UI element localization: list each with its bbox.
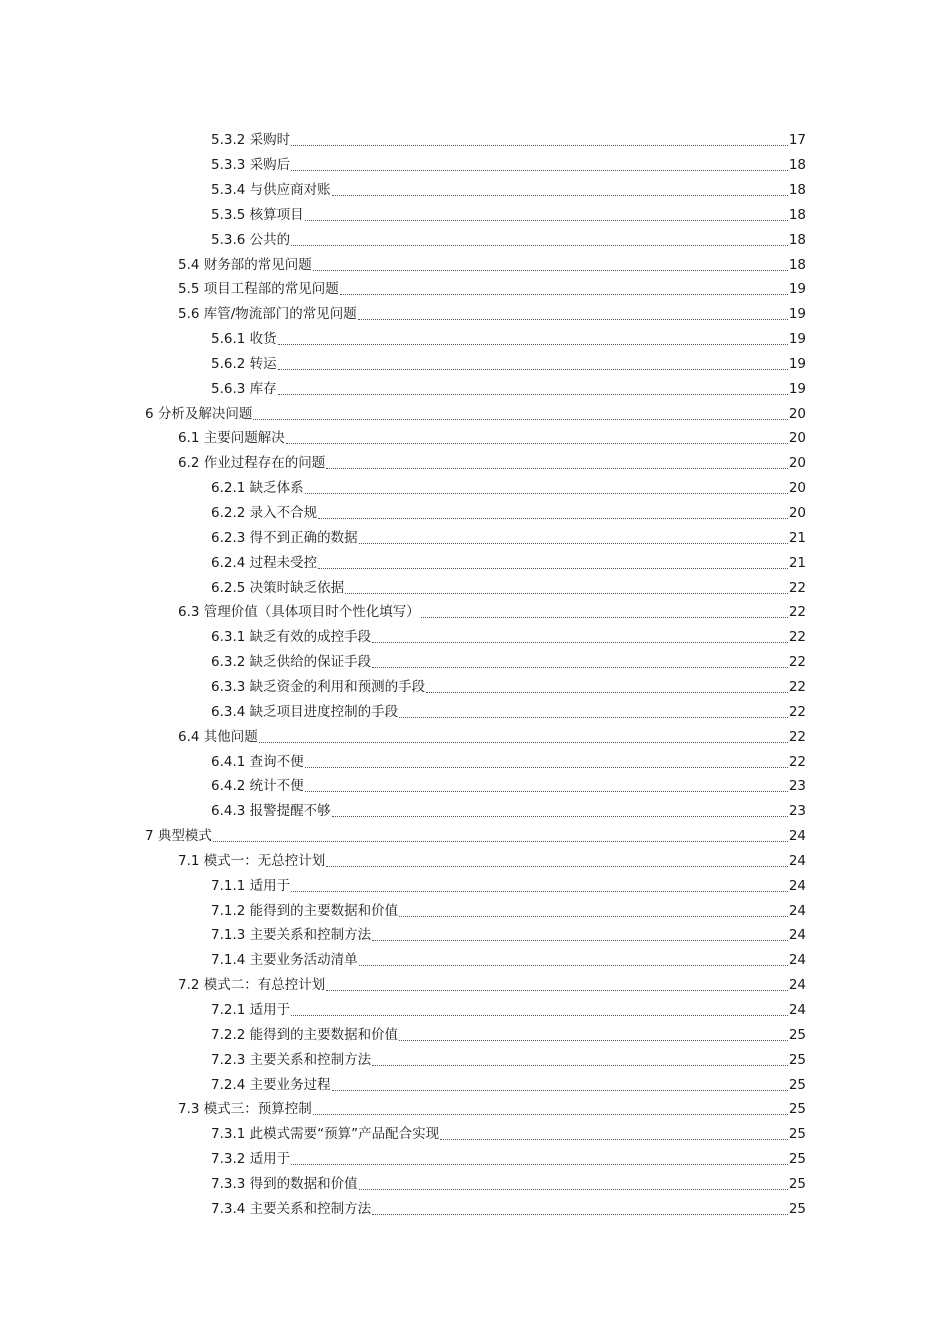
toc-entry[interactable]	[178, 298, 806, 323]
toc-entry-page-number: 22	[788, 604, 806, 621]
toc-dot-leader	[291, 158, 788, 171]
toc-entry-page-number: 24	[788, 877, 806, 894]
toc-dot-leader	[291, 1003, 788, 1016]
toc-dot-leader	[358, 307, 788, 320]
toc-dot-leader	[291, 1152, 788, 1165]
toc-entry-page-number: 23	[788, 778, 806, 795]
toc-dot-leader	[305, 208, 788, 221]
toc-entry[interactable]	[211, 572, 806, 597]
toc-entry-page-number: 18	[788, 256, 806, 273]
toc-entry[interactable]	[211, 125, 806, 150]
toc-entry-title: 5.6.3 库存	[211, 380, 277, 397]
toc-entry-title: 6.3 管理价值（具体项目时个性化填写）	[178, 604, 420, 621]
toc-entry-title: 5.6.1 收货	[211, 331, 277, 348]
toc-entry-page-number: 25	[788, 1126, 806, 1143]
toc-dot-leader	[359, 531, 788, 544]
toc-entry[interactable]	[211, 1143, 806, 1168]
toc-dot-leader	[372, 630, 788, 643]
toc-dot-leader	[278, 332, 788, 345]
toc-entry-page-number: 24	[788, 977, 806, 994]
toc-entry[interactable]	[211, 149, 806, 174]
toc-dot-leader	[278, 357, 788, 370]
toc-entry[interactable]	[211, 323, 806, 348]
toc-entry-page-number: 22	[788, 703, 806, 720]
toc-entry-title: 7.2.4 主要业务过程	[211, 1076, 331, 1093]
toc-entry[interactable]	[145, 398, 806, 423]
toc-dot-leader	[332, 183, 788, 196]
toc-dot-leader	[291, 233, 788, 246]
toc-entry-title: 6.2.2 录入不合规	[211, 505, 318, 522]
toc-entry[interactable]	[178, 721, 806, 746]
toc-entry[interactable]	[211, 199, 806, 224]
toc-entry-page-number: 25	[788, 1175, 806, 1192]
toc-entry[interactable]	[211, 622, 806, 647]
toc-entry-page-number: 20	[788, 430, 806, 447]
toc-entry[interactable]	[211, 472, 806, 497]
toc-dot-leader	[291, 133, 788, 146]
toc-entry[interactable]	[211, 1193, 806, 1218]
toc-entry-page-number: 19	[788, 355, 806, 372]
toc-entry-page-number: 19	[788, 281, 806, 298]
toc-dot-leader	[278, 382, 788, 395]
toc-entry-page-number: 22	[788, 753, 806, 770]
toc-entry-title: 7.3.3 得到的数据和价值	[211, 1175, 358, 1192]
toc-entry[interactable]	[178, 845, 806, 870]
toc-dot-leader	[359, 953, 788, 966]
toc-entry-page-number: 22	[788, 728, 806, 745]
toc-entry[interactable]	[178, 1094, 806, 1119]
toc-dot-leader	[326, 978, 788, 991]
toc-entry-page-number: 19	[788, 380, 806, 397]
toc-entry-page-number: 25	[788, 1151, 806, 1168]
toc-entry[interactable]	[211, 373, 806, 398]
toc-entry-title: 7.3.4 主要关系和控制方法	[211, 1200, 372, 1217]
toc-dot-leader	[318, 506, 788, 519]
toc-entry-title: 5.3.5 核算项目	[211, 206, 304, 223]
toc-dot-leader	[421, 605, 788, 618]
toc-entry[interactable]	[211, 945, 806, 970]
toc-entry[interactable]	[211, 795, 806, 820]
toc-entry-title: 6.4 其他问题	[178, 728, 258, 745]
toc-entry[interactable]	[178, 969, 806, 994]
toc-entry-title: 6.2 作业过程存在的问题	[178, 455, 326, 472]
toc-dot-leader	[259, 730, 788, 743]
toc-entry-page-number: 19	[788, 306, 806, 323]
toc-entry[interactable]	[211, 1168, 806, 1193]
toc-entry[interactable]	[178, 597, 806, 622]
toc-entry[interactable]	[211, 895, 806, 920]
toc-entry-page-number: 17	[788, 132, 806, 149]
toc-entry-page-number: 22	[788, 579, 806, 596]
toc-entry-title: 6 分析及解决问题	[145, 405, 253, 422]
toc-dot-leader	[305, 779, 788, 792]
toc-entry-title: 7.1.1 适用于	[211, 877, 291, 894]
toc-entry[interactable]	[211, 920, 806, 945]
toc-entry-title: 6.2.4 过程未受控	[211, 554, 318, 571]
toc-dot-leader	[372, 1053, 788, 1066]
toc-entry-title: 6.3.4 缺乏项目进度控制的手段	[211, 703, 399, 720]
toc-entry-page-number: 25	[788, 1200, 806, 1217]
toc-entry-title: 5.6.2 转运	[211, 355, 277, 372]
toc-entry-title: 5.6 库管/物流部门的常见问题	[178, 306, 357, 323]
toc-entry-page-number: 22	[788, 678, 806, 695]
toc-dot-leader	[372, 1202, 788, 1215]
toc-dot-leader	[399, 705, 788, 718]
toc-entry[interactable]	[211, 771, 806, 796]
toc-entry-page-number: 18	[788, 206, 806, 223]
toc-entry-title: 5.5 项目工程部的常见问题	[178, 281, 339, 298]
toc-entry[interactable]	[211, 870, 806, 895]
toc-entry-page-number: 24	[788, 902, 806, 919]
toc-entry[interactable]	[178, 249, 806, 274]
toc-dot-leader	[372, 655, 788, 668]
toc-dot-leader	[326, 854, 788, 867]
toc-entry-page-number: 24	[788, 1002, 806, 1019]
toc-entry-page-number: 22	[788, 654, 806, 671]
toc-entry-page-number: 20	[788, 480, 806, 497]
toc-entry-page-number: 18	[788, 181, 806, 198]
toc-entry[interactable]	[211, 1069, 806, 1094]
toc-entry-page-number: 21	[788, 554, 806, 571]
toc-dot-leader	[345, 581, 788, 594]
toc-entry-title: 6.4.3 报警提醒不够	[211, 803, 331, 820]
toc-entry[interactable]	[211, 1119, 806, 1144]
toc-entry-title: 5.3.3 采购后	[211, 157, 291, 174]
toc-entry-title: 6.3.1 缺乏有效的成控手段	[211, 629, 372, 646]
toc-entry[interactable]	[211, 224, 806, 249]
toc-dot-leader	[318, 556, 788, 569]
toc-entry[interactable]	[211, 1044, 806, 1069]
toc-dot-leader	[286, 431, 788, 444]
toc-entry[interactable]	[211, 746, 806, 771]
toc-entry-title: 7.2 模式二：有总控计划	[178, 977, 326, 994]
toc-entry-page-number: 24	[788, 952, 806, 969]
toc-entry-title: 7.1.2 能得到的主要数据和价值	[211, 902, 399, 919]
toc-entry-page-number: 20	[788, 455, 806, 472]
toc-entry[interactable]	[211, 646, 806, 671]
toc-entry-title: 7.2.1 适用于	[211, 1002, 291, 1019]
toc-entry-title: 6.2.1 缺乏体系	[211, 480, 304, 497]
toc-entry-title: 7.2.3 主要关系和控制方法	[211, 1051, 372, 1068]
toc-entry-title: 7.2.2 能得到的主要数据和价值	[211, 1026, 399, 1043]
toc-dot-leader	[332, 1078, 788, 1091]
toc-entry-title: 6.2.3 得不到正确的数据	[211, 529, 358, 546]
toc-entry[interactable]	[178, 423, 806, 448]
toc-dot-leader	[326, 456, 788, 469]
toc-entry-title: 7.3.1 此模式需要“预算”产品配合实现	[211, 1126, 440, 1143]
toc-entry-page-number: 18	[788, 157, 806, 174]
toc-entry-title: 5.3.6 公共的	[211, 231, 291, 248]
toc-entry-page-number: 24	[788, 852, 806, 869]
toc-entry[interactable]	[211, 174, 806, 199]
toc-entry-title: 7.1.3 主要关系和控制方法	[211, 927, 372, 944]
toc-dot-leader	[313, 1102, 788, 1115]
toc-entry[interactable]	[178, 448, 806, 473]
toc-dot-leader	[372, 928, 788, 941]
toc-entry-title: 7.3 模式三：预算控制	[178, 1101, 312, 1118]
toc-entry-page-number: 18	[788, 231, 806, 248]
toc-entry-page-number: 23	[788, 803, 806, 820]
toc-dot-leader	[399, 904, 788, 917]
toc-dot-leader	[305, 755, 788, 768]
toc-dot-leader	[440, 1127, 788, 1140]
toc-entry[interactable]	[145, 820, 806, 845]
toc-entry-title: 6.4.1 查询不便	[211, 753, 304, 770]
toc-entry-title: 6.3.2 缺乏供给的保证手段	[211, 654, 372, 671]
toc-entry-title: 7 典型模式	[145, 828, 212, 845]
toc-dot-leader	[253, 407, 787, 420]
toc-dot-leader	[359, 1177, 788, 1190]
toc-entry-title: 5.3.2 采购时	[211, 132, 291, 149]
toc-dot-leader	[213, 829, 788, 842]
toc-dot-leader	[340, 282, 788, 295]
toc-entry-title: 7.1.4 主要业务活动清单	[211, 952, 358, 969]
toc-entry-title: 5.3.4 与供应商对账	[211, 181, 331, 198]
toc-entry-title: 6.4.2 统计不便	[211, 778, 304, 795]
toc-entry-page-number: 25	[788, 1101, 806, 1118]
toc-entry-page-number: 25	[788, 1051, 806, 1068]
toc-entry[interactable]	[211, 994, 806, 1019]
toc-entry[interactable]	[211, 497, 806, 522]
toc-entry-page-number: 20	[788, 405, 806, 422]
toc-entry-page-number: 19	[788, 331, 806, 348]
toc-dot-leader	[313, 258, 788, 271]
toc-entry-title: 7.1 模式一：无总控计划	[178, 852, 326, 869]
toc-dot-leader	[399, 1028, 788, 1041]
toc-dot-leader	[291, 879, 788, 892]
toc-entry-title: 6.2.5 决策时缺乏依据	[211, 579, 345, 596]
toc-entry-title: 5.4 财务部的常见问题	[178, 256, 312, 273]
toc-entry[interactable]	[211, 547, 806, 572]
toc-entry-page-number: 24	[788, 927, 806, 944]
toc-entry-page-number: 22	[788, 629, 806, 646]
toc-entry-page-number: 20	[788, 505, 806, 522]
toc-entry-title: 6.1 主要问题解决	[178, 430, 285, 447]
toc-entry-title: 7.3.2 适用于	[211, 1151, 291, 1168]
toc-entry[interactable]	[178, 274, 806, 299]
toc-dot-leader	[305, 481, 788, 494]
toc-entry-page-number: 25	[788, 1026, 806, 1043]
toc-dot-leader	[426, 680, 788, 693]
toc-entry-title: 6.3.3 缺乏资金的利用和预测的手段	[211, 678, 426, 695]
toc-entry-page-number: 25	[788, 1076, 806, 1093]
toc-entry[interactable]	[211, 671, 806, 696]
toc-entry-page-number: 21	[788, 529, 806, 546]
toc-entry[interactable]	[211, 696, 806, 721]
toc-entry[interactable]	[211, 348, 806, 373]
toc-entry-page-number: 24	[788, 828, 806, 845]
toc-entry[interactable]	[211, 522, 806, 547]
toc-dot-leader	[332, 804, 788, 817]
toc-entry[interactable]	[211, 1019, 806, 1044]
